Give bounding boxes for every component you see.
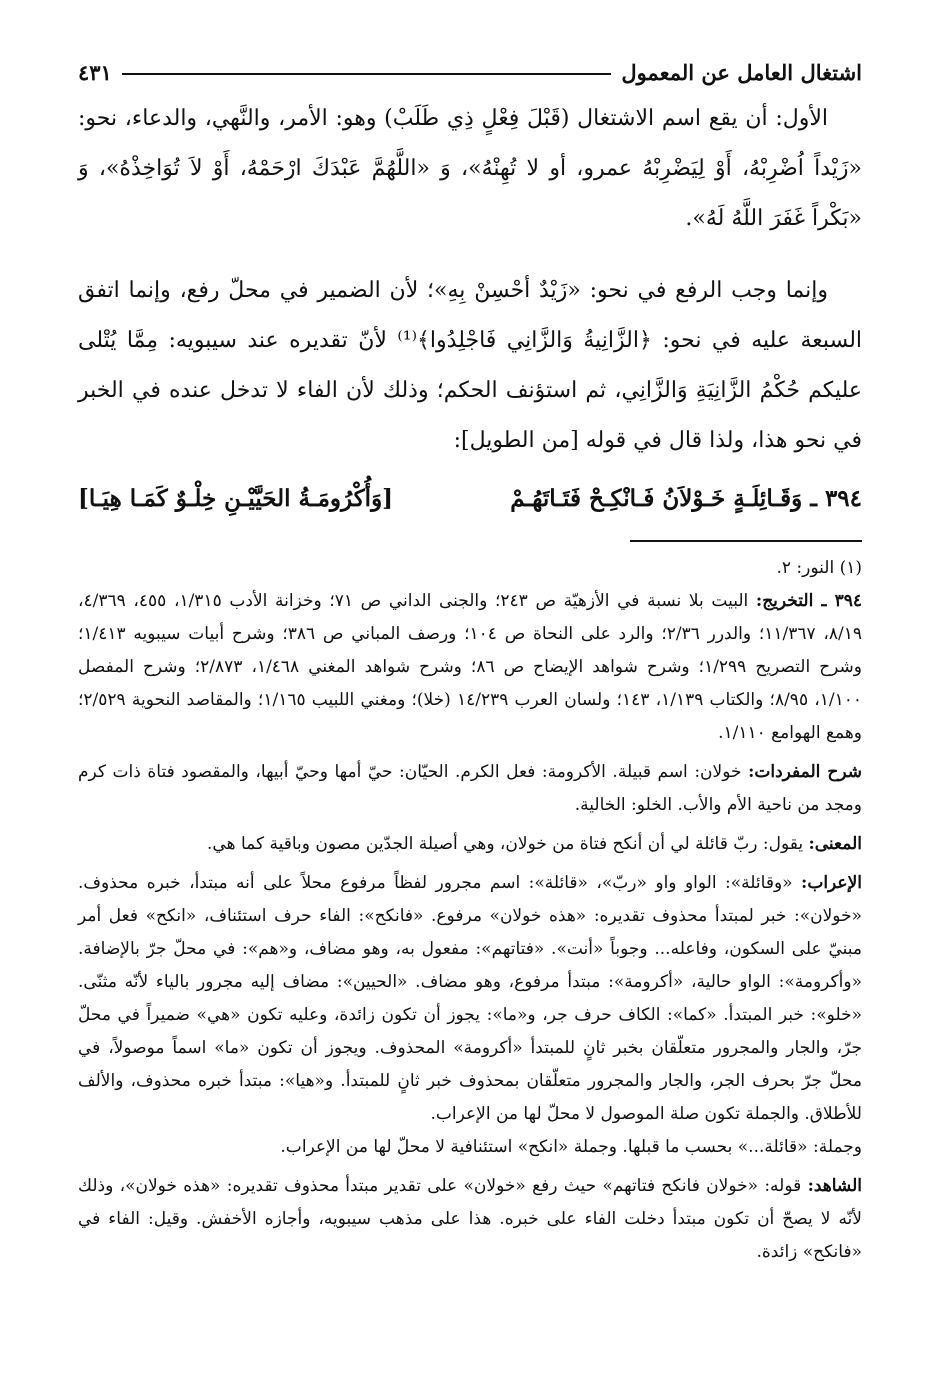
maana-text: يقول: ربّ قائلة لي أن أنكح فتاة من خولان، وهي أصيلة الجدّين مصون وباقية كما هي. xyxy=(207,834,804,854)
footnote-mufradat xyxy=(78,756,862,822)
verse-number: ٣٩٤ ـ xyxy=(810,484,862,512)
mufradat-label: شرح المفردات: xyxy=(748,762,863,782)
shahid-text: قوله: «خولان فانكح فتاتهم» حيث رفع «خولان» على تقدير مبتدأ محذوف تقديره: «هذه خولان»، وذلك لأنّه لا يصحّ أن تكون مبتدأ دخلت الفاء على خبره. هذا على مذهب سيبويه، وأجازه الأخفش. وقيل: الفاء في «فانكح» زائدة. xyxy=(78,1176,862,1262)
irab-label: الإعراب: xyxy=(801,873,862,893)
main-text xyxy=(78,94,862,524)
header-rule xyxy=(122,73,611,75)
running-header xyxy=(78,50,862,94)
footnote-1: (١) النور: ٢. xyxy=(776,558,862,578)
footnote-shahid xyxy=(78,1170,862,1269)
poetry-verse xyxy=(78,472,862,524)
footnote-maana xyxy=(78,828,862,861)
chapter-title: اشتغال العامل عن المعمول xyxy=(621,59,862,85)
irab-text: «وقائلة»: الواو واو «ربّ»، «قائلة»: اسم مجرور لفظاً مرفوع محلاً على أنه مبتدأ، خبره محذوف. «خولان»: خبر لمبتدأ محذوف تقديره: «هذه خولان» مرفوع. «فانكح»: الفاء حرف استئناف، «انكح» فعل أمر مبنيّ على السكون، وفاعله... وجوباً «أنت». «فتاتهم»: مفعول به، وهو مضاف، و«هم»: في محلّ جرّ بالإضافة. «وأكرومة»: الواو حالية، «أكرومة»: مبتدأ مرفوع، وهو مضاف. «الحيين»: مضاف إليه مجرور بالياء لأنّه مثنّى. «خلو»: خبر المبتدأ. «كما»: الكاف حرف جر، و«ما»: يجوز أن تكون زائدة، وعليه تكون «هي» ضميراً في محلّ جرّ، والجار والمجرور متعلّقان بخبر ثانٍ للمبتدأ «أكرومة» المحذوف. ويجوز أن تكون «ما» اسماً موصولاً، في محلّ جرّ بحرف الجر، والجار والمجرور متعلّقان بمحذوف خبر ثانٍ للمبتدأ. و«هيا»: مبتدأ خبره محذوف، والألف للأطلاق. والجملة تكون صلة الموصول لا محلّ لها من الإعراب. xyxy=(78,873,862,1124)
footnote-divider xyxy=(630,540,862,542)
paragraph-raf-explanation: وإنما وجب الرفع في نحو: «زَيْدٌ أحْسِنْ بِهِ»؛ لأن الضمير في محلّ رفع، وإنما اتفق السبعة عليه في نحو: ﴿الزَّانِيةُ وَالزَّانِي فَاجْلِدُوا﴾⁽¹⁾ لأنّ تقديره عند سيبويه: مِمَّا يُتْلى عليكم حُكْمُ الزَّانِيَةِ وَالزَّانِي، ثم استؤنف الحكم؛ وذلك لأن الفاء لا تدخل عنده في الخبر في نحو هذا، ولذا قال في قوله [من الطويل]: xyxy=(78,278,863,453)
shahid-label: الشاهد: xyxy=(807,1176,862,1196)
page-number: ٤٣١ xyxy=(78,59,112,85)
footnote-jumla: وجملة: «قائلة...» بحسب ما قبلها. وجملة «انكح» استئنافية لا محلّ لها من الإعراب. xyxy=(280,1137,862,1157)
takhrij-label: ٣٩٤ ـ التخريج: xyxy=(755,591,863,611)
takhrij-text: البيت بلا نسبة في الأزهيّة ص ٢٤٣؛ والجنى الداني ص ٧١؛ وخزانة الأدب ١/٣١٥، ٤٥٥، ٤/٣٦٩، ٨/١٩، ١١/٣٦٧؛ والدرر ٢/٣٦؛ والرد على النحاة ص ١٠٤؛ ورصف المباني ص ٣٨٦؛ وشرح أبيات سيبويه ١/٤١٣؛ وشرح التصريح ١/٢٩٩؛ وشرح شواهد الإيضاح ص ٨٦؛ وشرح شواهد المغني ١/٤٦٨، ٢/٨٧٣؛ وشرح المفصل ١/١٠٠، ٨/٩٥؛ والكتاب ١/١٣٩، ١٤٣؛ ولسان العرب ١٤/٢٣٩ (خلا)؛ ومغني اللبيب ١/١٦٥؛ والمقاصد النحوية ٢/٥٢٩؛ وهمع الهوامع ١/١١٠. xyxy=(78,591,863,743)
maana-label: المعنى: xyxy=(808,834,862,854)
paragraph-first-condition: الأول: أن يقع اسم الاشتغال (قَبْلَ فِعْلٍ ذِي طَلَبْ) وهو: الأمر، والنَّهي، والدعاء، نحو: «زَيْداً اُضْرِبْهُ، أَوْ لِيَضْرِبْهُ عمرو، أو لا تُهِنْهُ»، وَ «اللَّهُمَّ عَبْدَكَ ارْحَمْهُ، أَوْ لاَ تُوَاخِذْهُ»، وَ «بَكْراً غَفَرَ اللَّهُ لَهُ». xyxy=(78,106,863,231)
verse-second-hemistich: [وَأُكْرُومَـةُ الحَيَّيْـنِ خِلْـوٌ كَمَـا هِيَـا] xyxy=(78,484,394,512)
footnote-irab xyxy=(78,867,862,1131)
footnotes xyxy=(78,552,862,1269)
footnote-takhrij xyxy=(78,585,862,750)
verse-first-hemistich: وَقَـائِلَـةٍ خَـوْلاَنُ فَـانْكِـحْ فَتَـاتَهُـمْ xyxy=(510,484,803,512)
mufradat-text: خولان: اسم قبيلة. الأكرومة: فعل الكرم. الحيّان: حيّ أمها وحيّ أبيها، والمقصود فتاة ذات كرم ومجد من ناحية الأم والأب. الخلو: الخالية. xyxy=(78,762,862,815)
